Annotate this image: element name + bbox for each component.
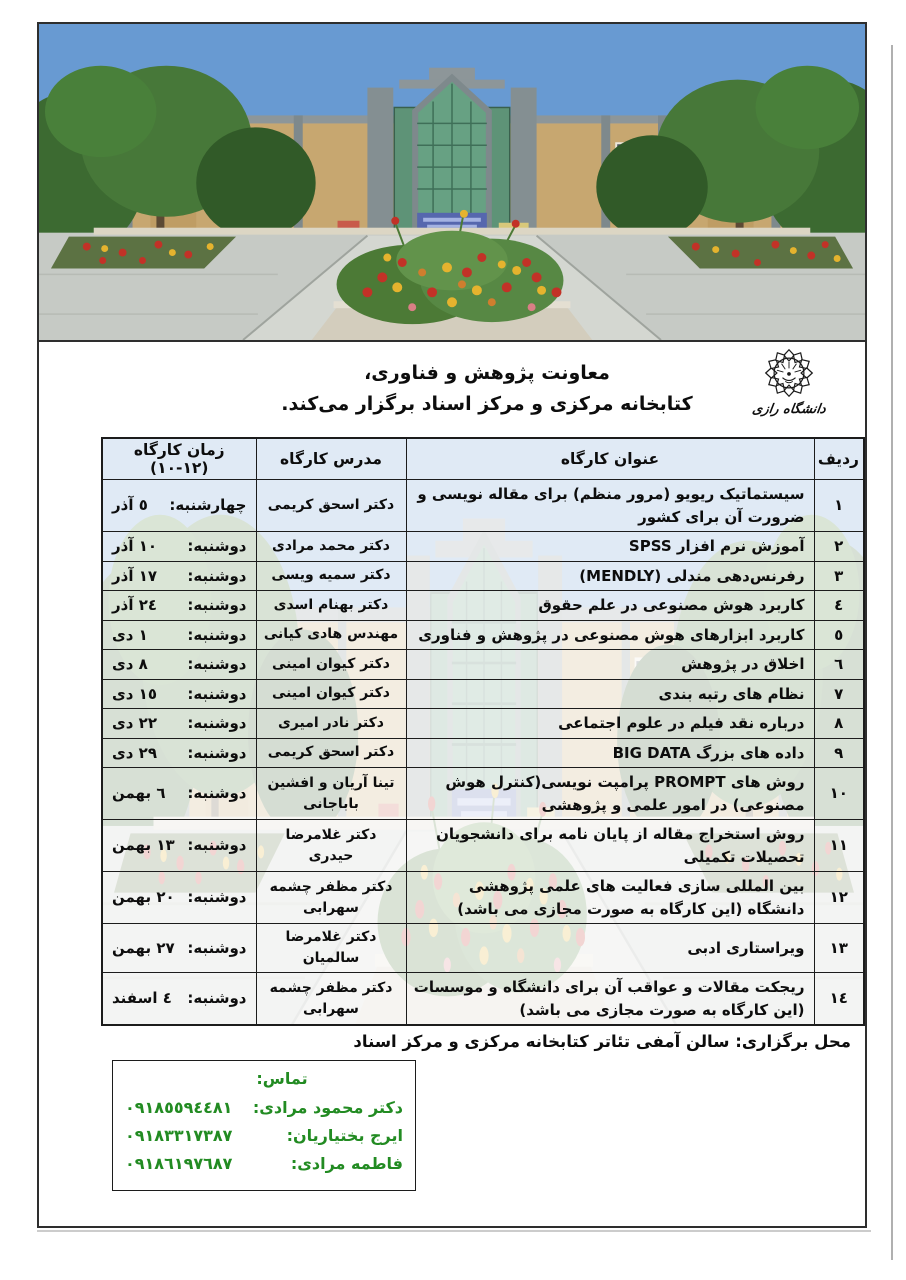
workshop-day: دوشنبه:	[187, 596, 247, 614]
workshop-time	[102, 591, 256, 621]
col-header-title: عنوان کارگاه	[406, 438, 814, 480]
contact-phone: ٠٩١٨٦١٩٧٦٨٧	[125, 1154, 233, 1173]
workshop-title: ویراستاری ادبی	[406, 924, 814, 973]
workshop-date: ٢٤ آذر	[112, 596, 158, 614]
col-header-time: زمان کارگاه (١٢-١٠)	[102, 438, 256, 480]
workshop-time	[102, 872, 256, 924]
workshop-date: ٨ دی	[112, 655, 148, 673]
workshop-title: بین المللی سازی فعالیت های علمی پژوهشی دانشگاه (این کارگاه به صورت مجازی می باشد)	[406, 872, 814, 924]
workshop-day: دوشنبه:	[187, 743, 247, 762]
table-row	[102, 650, 864, 680]
table-header-row	[102, 438, 864, 480]
contact-title: تماس:	[256, 1069, 308, 1088]
workshop-time	[102, 650, 256, 680]
table-row	[102, 532, 864, 562]
workshop-day: دوشنبه:	[187, 888, 247, 907]
campus-photo	[39, 24, 865, 342]
table-row	[102, 820, 864, 872]
contact-name: ایرج بختیاریان:	[286, 1126, 403, 1145]
row-number: ٣	[814, 561, 864, 591]
workshop-title: روش های PROMPT پرامپت نویسی(کنترل هوش مصنوعی) در امور علمی و پژوهشی	[406, 768, 814, 820]
workshop-title: نظام های رتبه بندی	[406, 679, 814, 709]
workshop-day: دوشنبه:	[187, 655, 247, 673]
workshop-date: ٢٢ دی	[112, 714, 157, 732]
row-number: ١١	[814, 820, 864, 872]
workshop-date: ٢٧ بهمن	[112, 938, 175, 957]
workshop-time	[102, 924, 256, 973]
workshop-day: دوشنبه:	[187, 938, 247, 957]
logo-caption: دانشگاه رازی	[751, 402, 827, 417]
workshop-day: دوشنبه:	[187, 784, 247, 803]
venue-line: محل برگزاری: سالن آمفی تئاتر کتابخانه مرکزی و مرکز اسناد	[353, 1032, 851, 1051]
contact-entry	[125, 1122, 403, 1150]
content-area	[39, 437, 865, 1226]
workshop-title: ریجکت مقالات و عواقب آن برای دانشگاه و موسسات (این کارگاه به صورت مجازی می باشد)	[406, 973, 814, 1026]
table-row	[102, 924, 864, 973]
university-logo-icon	[747, 346, 831, 400]
workshop-title: کاربرد ابزارهای هوش مصنوعی در پژوهش و فناوری	[406, 620, 814, 650]
row-number: ١٣	[814, 924, 864, 973]
workshop-time	[102, 820, 256, 872]
col-header-row-number: ردیف	[814, 438, 864, 480]
workshop-time	[102, 561, 256, 591]
workshop-instructor: مهندس هادی کیانی	[256, 620, 406, 650]
workshop-instructor: دکتر کیوان امینی	[256, 650, 406, 680]
document-frame	[37, 22, 867, 1228]
contact-name: دکتر محمود مرادی:	[252, 1098, 403, 1117]
contact-box	[112, 1060, 416, 1191]
workshop-time	[102, 768, 256, 820]
row-number: ١٢	[814, 872, 864, 924]
row-number: ١	[814, 480, 864, 532]
workshops-table	[101, 437, 865, 1026]
table-row	[102, 709, 864, 739]
workshop-date: ٢٩ دی	[112, 743, 157, 762]
table-row	[102, 561, 864, 591]
header-line-1: معاونت پژوهش و فناوری،	[364, 362, 610, 384]
workshop-title: کاربرد هوش مصنوعی در علم حقوق	[406, 591, 814, 621]
row-number: ٤	[814, 591, 864, 621]
workshop-title: درباره نقد فیلم در علوم اجتماعی	[406, 709, 814, 739]
workshop-day: دوشنبه:	[187, 625, 247, 644]
scan-edge-line	[891, 45, 893, 1260]
row-number: ٦	[814, 650, 864, 680]
workshop-instructor: تینا آریان و افشین باباجانی	[256, 768, 406, 820]
row-number: ١٠	[814, 768, 864, 820]
row-number: ٨	[814, 709, 864, 739]
table-row	[102, 768, 864, 820]
workshop-time	[102, 709, 256, 739]
table-row	[102, 679, 864, 709]
contact-entry	[125, 1150, 403, 1178]
workshop-instructor: دکتر مظفر چشمه سهرابی	[256, 872, 406, 924]
workshop-day: دوشنبه:	[187, 989, 247, 1008]
workshop-title: اخلاق در پژوهش	[406, 650, 814, 680]
workshop-day: دوشنبه:	[187, 684, 247, 703]
workshop-date: ٢٠ بهمن	[112, 888, 175, 907]
workshop-title: سیستماتیک ریویو (مرور منظم) برای مقاله نویسی و ضرورت آن برای کشور	[406, 480, 814, 532]
workshop-instructor: دکتر سمیه ویسی	[256, 561, 406, 591]
workshop-time	[102, 738, 256, 768]
university-logo	[741, 346, 837, 417]
workshop-instructor: دکتر کیوان امینی	[256, 679, 406, 709]
workshop-instructor: دکتر غلامرضا حیدری	[256, 820, 406, 872]
header-line-2: کتابخانه مرکزی و مرکز اسناد برگزار می‌کند.	[281, 393, 693, 415]
workshop-instructor: دکتر نادر امیری	[256, 709, 406, 739]
workshop-instructor: دکتر محمد مرادی	[256, 532, 406, 562]
workshop-date: ١٧ آذر	[112, 566, 158, 585]
row-number: ٥	[814, 620, 864, 650]
row-number: ٢	[814, 532, 864, 562]
workshop-instructor: دکتر اسحق کریمی	[256, 738, 406, 768]
workshop-day: دوشنبه:	[187, 566, 247, 585]
table-row	[102, 872, 864, 924]
table-row	[102, 738, 864, 768]
row-number: ١٤	[814, 973, 864, 1026]
contact-name: فاطمه مرادی:	[290, 1154, 403, 1173]
workshop-title: روش استخراج مقاله از پایان نامه برای دانشجویان تحصیلات تکمیلی	[406, 820, 814, 872]
table-row	[102, 973, 864, 1026]
workshop-time	[102, 679, 256, 709]
workshop-date: ٥ آذر	[112, 496, 148, 515]
workshop-day: دوشنبه:	[187, 537, 247, 555]
workshop-instructor: دکتر بهنام اسدی	[256, 591, 406, 621]
workshop-time	[102, 480, 256, 532]
row-number: ٧	[814, 679, 864, 709]
workshops-table-body	[102, 480, 864, 1026]
workshop-date: ١٥ دی	[112, 684, 157, 703]
table-row	[102, 591, 864, 621]
table-row	[102, 620, 864, 650]
workshop-instructor: دکتر غلامرضا سالمیان	[256, 924, 406, 973]
workshop-day: دوشنبه:	[187, 714, 247, 732]
workshop-date: ١٣ بهمن	[112, 836, 175, 855]
workshop-time	[102, 532, 256, 562]
workshop-date: ١٠ آذر	[112, 537, 158, 555]
workshop-date: ١ دی	[112, 625, 148, 644]
col-header-instructor: مدرس کارگاه	[256, 438, 406, 480]
workshop-day: دوشنبه:	[187, 836, 247, 855]
workshop-title: رفرنس‌دهی مندلی (MENDLY)	[406, 561, 814, 591]
table-row	[102, 480, 864, 532]
workshop-title: آموزش نرم افزار SPSS	[406, 532, 814, 562]
workshop-time	[102, 620, 256, 650]
contact-entry	[125, 1094, 403, 1122]
contact-phone: ٠٩١٨٣٣١٧٣٨٧	[125, 1126, 233, 1145]
workshop-day: چهارشنبه:	[169, 496, 247, 515]
workshop-instructor: دکتر مظفر چشمه سهرابی	[256, 973, 406, 1026]
workshop-date: ٦ بهمن	[112, 784, 166, 803]
workshop-instructor: دکتر اسحق کریمی	[256, 480, 406, 532]
workshop-date: ٤ اسفند	[112, 989, 172, 1008]
workshop-time	[102, 973, 256, 1026]
workshop-title: داده های بزرگ BIG DATA	[406, 738, 814, 768]
row-number: ٩	[814, 738, 864, 768]
contact-phone: ٠٩١٨٥٥٩٤٤٨١	[125, 1098, 233, 1117]
contact-entries	[125, 1094, 403, 1178]
header-band	[39, 344, 865, 440]
